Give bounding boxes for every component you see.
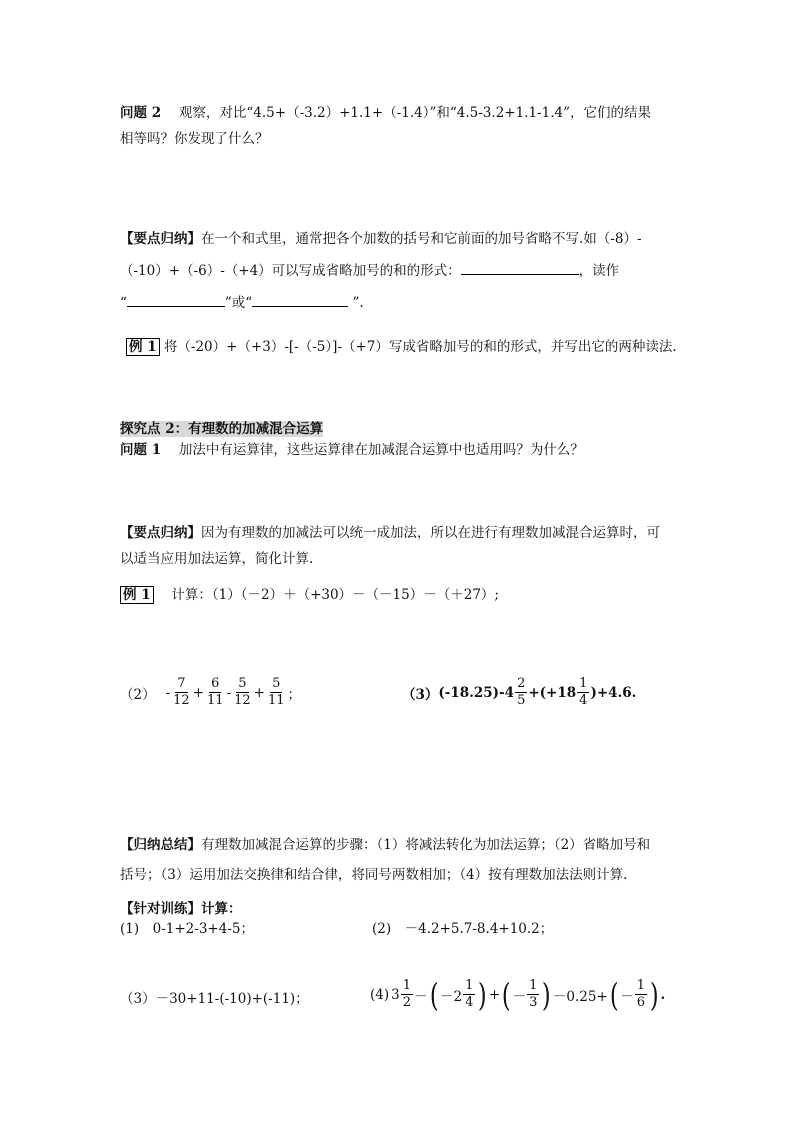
fraction-5-12: $\frac{5}{12}$ xyxy=(234,676,251,708)
right-paren: ) xyxy=(478,975,487,1014)
key-points-1-line3a: “ xyxy=(120,295,127,311)
training-item-4-label: (4) xyxy=(370,986,390,1003)
left-paren: ( xyxy=(609,975,619,1014)
training-item-3-text: （3）－30+11-(-10)+(-11)； xyxy=(120,991,309,1007)
semicolon: ； xyxy=(287,686,302,703)
mixed-number-neg-2-1-4: －2 $\frac{1}{4}$ xyxy=(439,978,474,1010)
minus-sign: － xyxy=(414,988,428,1005)
answer-blank-1[interactable] xyxy=(461,260,579,275)
question-2-line1: 观察，对比“4.5+（-3.2）+1.1+（-1.4）”和“4.5-3.2+1.1-1.4”，它们的结果 xyxy=(178,105,651,121)
fraction-1-4: $\frac{1}{4}$ xyxy=(579,676,588,708)
example-1b-text: 计算：（1）（－2）＋（+30）－（－15）－（＋27）; xyxy=(171,587,499,603)
key-points-2-label: 【要点归纳】 xyxy=(120,525,201,541)
problem-3-pre: (-18.25)-4 xyxy=(438,684,515,701)
minus-sign: - xyxy=(226,684,232,701)
left-paren: ( xyxy=(429,975,439,1014)
period: . xyxy=(660,986,666,1003)
fraction-6-11: $\frac{6}{11}$ xyxy=(207,676,224,708)
key-points-2-line1: 因为有理数的加减法可以统一成加法，所以在进行有理数加减混合运算时，可 xyxy=(201,525,660,541)
key-points-2 xyxy=(120,520,680,572)
minus-sign: － xyxy=(620,988,634,1005)
operator-text: －0.25+ xyxy=(552,988,608,1005)
example-1a-label: 例 1 xyxy=(126,338,160,356)
answer-blank-3[interactable] xyxy=(252,292,348,307)
question-2 xyxy=(120,100,680,152)
right-paren: ) xyxy=(542,975,552,1014)
fraction-1-3: $\frac{1}{3}$ xyxy=(529,978,538,1010)
question-1 xyxy=(120,437,680,463)
summary-line1: 有理数加减混合运算的步骤：（1）将减法转化为加法运算；（2）省略加号和 xyxy=(201,837,651,853)
question-1-text: 加法中有运算律，这些运算律在加减混合运算中也适用吗？为什么？ xyxy=(178,442,584,458)
problem-2 xyxy=(120,676,301,709)
key-points-1-line3b: ”或“ xyxy=(224,295,253,311)
training-title: 计算： xyxy=(201,901,242,917)
key-points-1-line3c: ”. xyxy=(348,295,364,311)
question-2-line2: 相等吗？你发现了什么？ xyxy=(120,131,269,147)
problem-3 xyxy=(402,676,636,709)
training-item-2 xyxy=(372,916,672,942)
problem-2-label: （2） xyxy=(120,686,156,703)
plus-sign: + xyxy=(253,684,265,701)
training-label: 【针对训练】 xyxy=(120,901,201,917)
key-points-1-line2b: ，读作 xyxy=(578,263,620,279)
answer-blank-2[interactable] xyxy=(127,292,225,307)
summary xyxy=(120,832,680,888)
plus-sign: + xyxy=(192,684,205,701)
example-1b-label: 例 1 xyxy=(120,586,154,604)
problem-2-minus: - xyxy=(165,684,171,701)
training-item-4 xyxy=(370,975,666,1014)
mixed-number-3-1-2: 3 $\frac{1}{2}$ xyxy=(391,978,411,1010)
problem-3-post: )+4.6. xyxy=(590,684,637,701)
fraction-5-11: $\frac{5}{11}$ xyxy=(267,676,285,708)
example-1a-text: 将（-20）+（+3）-[-（-5）]-（+7）写成省略加号的和的形式，并写出它的两种读法. xyxy=(163,339,677,355)
question-2-label: 问题 2 xyxy=(120,105,162,121)
fraction-7-12: $\frac{7}{12}$ xyxy=(173,676,190,708)
example-1a xyxy=(126,334,686,360)
training-item-2-text: (2) －4.2+5.7-8.4+10.2； xyxy=(372,921,554,937)
problem-3-mid: +(+18 xyxy=(528,684,577,701)
summary-label: 【归纳总结】 xyxy=(120,837,201,853)
key-points-1 xyxy=(120,226,680,316)
right-paren: ) xyxy=(649,975,659,1014)
key-points-1-label: 【要点归纳】 xyxy=(120,231,201,247)
fraction-1-6: $\frac{1}{6}$ xyxy=(636,978,646,1010)
example-1b xyxy=(120,582,680,608)
minus-sign: － xyxy=(512,988,527,1005)
plus-sign: + xyxy=(488,986,501,1003)
key-points-2-line2: 以适当应用加法运算，简化计算. xyxy=(120,551,314,567)
key-points-1-line2a: （-10）+（-6）-（+4）可以写成省略加号的和的形式： xyxy=(120,263,461,279)
fraction-2-5: $\frac{2}{5}$ xyxy=(517,676,526,708)
exploration-point-2-title: 探究点 2：有理数的加减混合运算 xyxy=(120,421,324,437)
key-points-1-line1: 在一个和式里，通常把各个加数的括号和它前面的加号省略不写.如（-8）- xyxy=(201,231,642,247)
left-paren: ( xyxy=(502,975,511,1014)
problem-3-label: （3） xyxy=(402,686,439,703)
summary-line2: 括号；（3）运用加法交换律和结合律，将同号两数相加；（4）按有理数加法法则计算. xyxy=(120,867,628,883)
question-1-label: 问题 1 xyxy=(120,442,162,458)
training-item-1-text: (1) 0-1+2-3+4-5； xyxy=(120,921,254,937)
